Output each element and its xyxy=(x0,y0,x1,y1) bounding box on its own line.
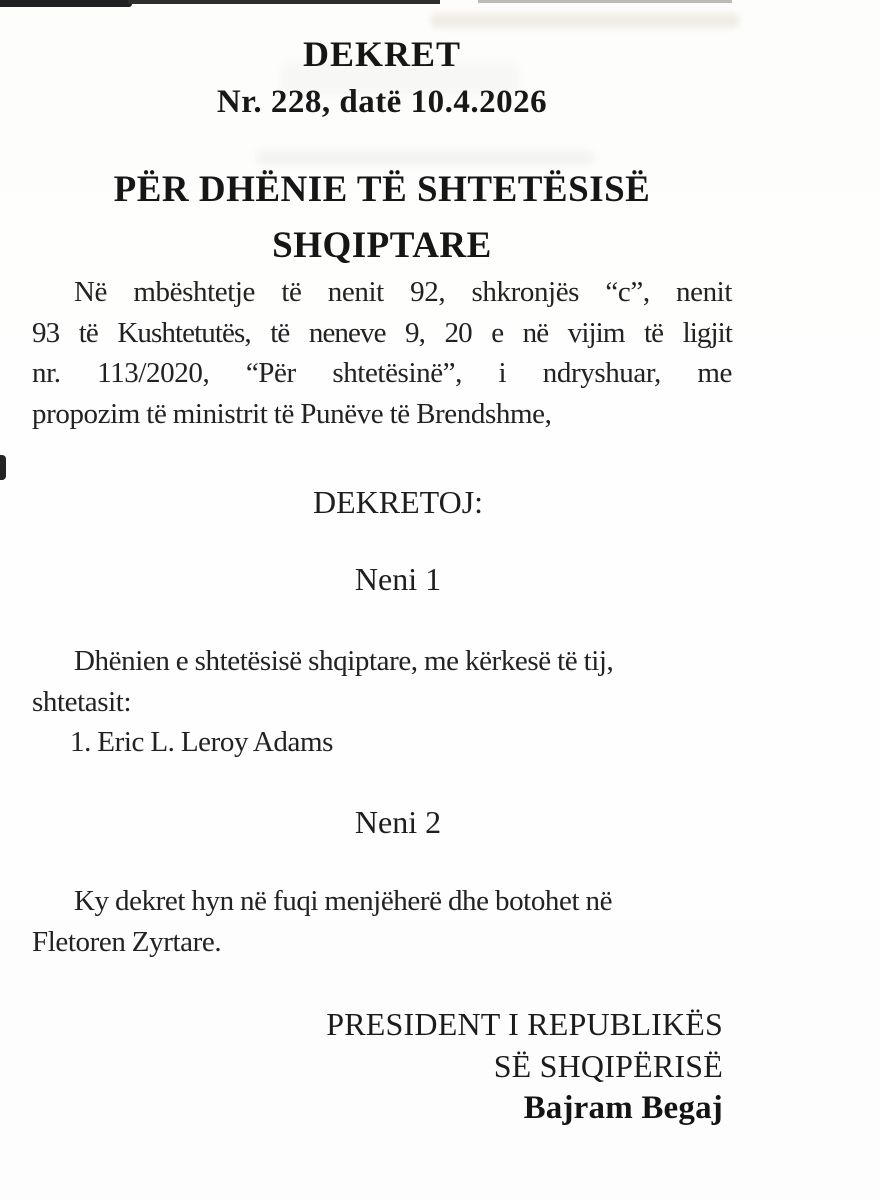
article-2-line-1: Ky dekret hyn në fuqi menjëherë dhe botohet në xyxy=(74,885,613,917)
article-2-body xyxy=(32,881,732,962)
scan-artifact-left-edge-mark xyxy=(0,455,6,480)
signatory-name: Bajram Begaj xyxy=(523,1090,723,1126)
preamble-line-3: nr. 113/2020, “Për shtetësinë”, i ndryshuar, me xyxy=(32,357,732,389)
decree-title-line-1: PËR DHËNIE TË SHTETËSISË xyxy=(113,169,651,210)
scan-artifact-top-bar-left xyxy=(0,0,132,7)
preamble-line-2: 93 të Kushtetutës, të neneve 9, 20 e në vijim të ligjit xyxy=(32,316,732,349)
scan-artifact-smudge-top xyxy=(430,13,740,28)
article-1-list-item-1: 1. Eric L. Leroy Adams xyxy=(70,726,334,758)
scan-artifact-top-bar-right xyxy=(478,0,732,3)
article-1-line-1: Dhënien e shtetësisë shqiptare, me kërkesë të tij, xyxy=(74,645,614,677)
article-2-heading: Neni 2 xyxy=(354,804,442,840)
preamble-line-4: propozim të ministrit të Punëve të Brendshme, xyxy=(32,397,552,430)
scan-artifact-smudge-header xyxy=(280,62,520,96)
scan-artifact-top-bar-mid xyxy=(128,0,440,4)
decree-operative-word: DEKRETOJ: xyxy=(312,484,484,520)
article-2-line-2: Fletoren Zyrtare. xyxy=(32,925,222,958)
scan-artifact-smudge-title xyxy=(255,150,595,166)
decree-title xyxy=(32,162,732,274)
article-1-body xyxy=(32,641,732,763)
preamble-line-1: Në mbështetje të nenit 92, shkronjës “c”, nenit xyxy=(74,276,732,308)
signature-block xyxy=(326,1003,723,1129)
article-1-heading: Neni 1 xyxy=(354,561,442,597)
article-1-line-2: shtetasit: xyxy=(32,685,132,718)
decree-title-line-2: SHQIPTARE xyxy=(272,225,492,266)
preamble-paragraph xyxy=(32,272,732,434)
document-kind-heading: DEKRET xyxy=(302,34,462,74)
signatory-office-line-2: SË SHQIPËRISË xyxy=(493,1048,723,1084)
signatory-office-line-1: PRESIDENT I REPUBLIKËS xyxy=(326,1006,723,1042)
decree-number-date-line: Nr. 228, datë 10.4.2026 xyxy=(216,84,548,120)
